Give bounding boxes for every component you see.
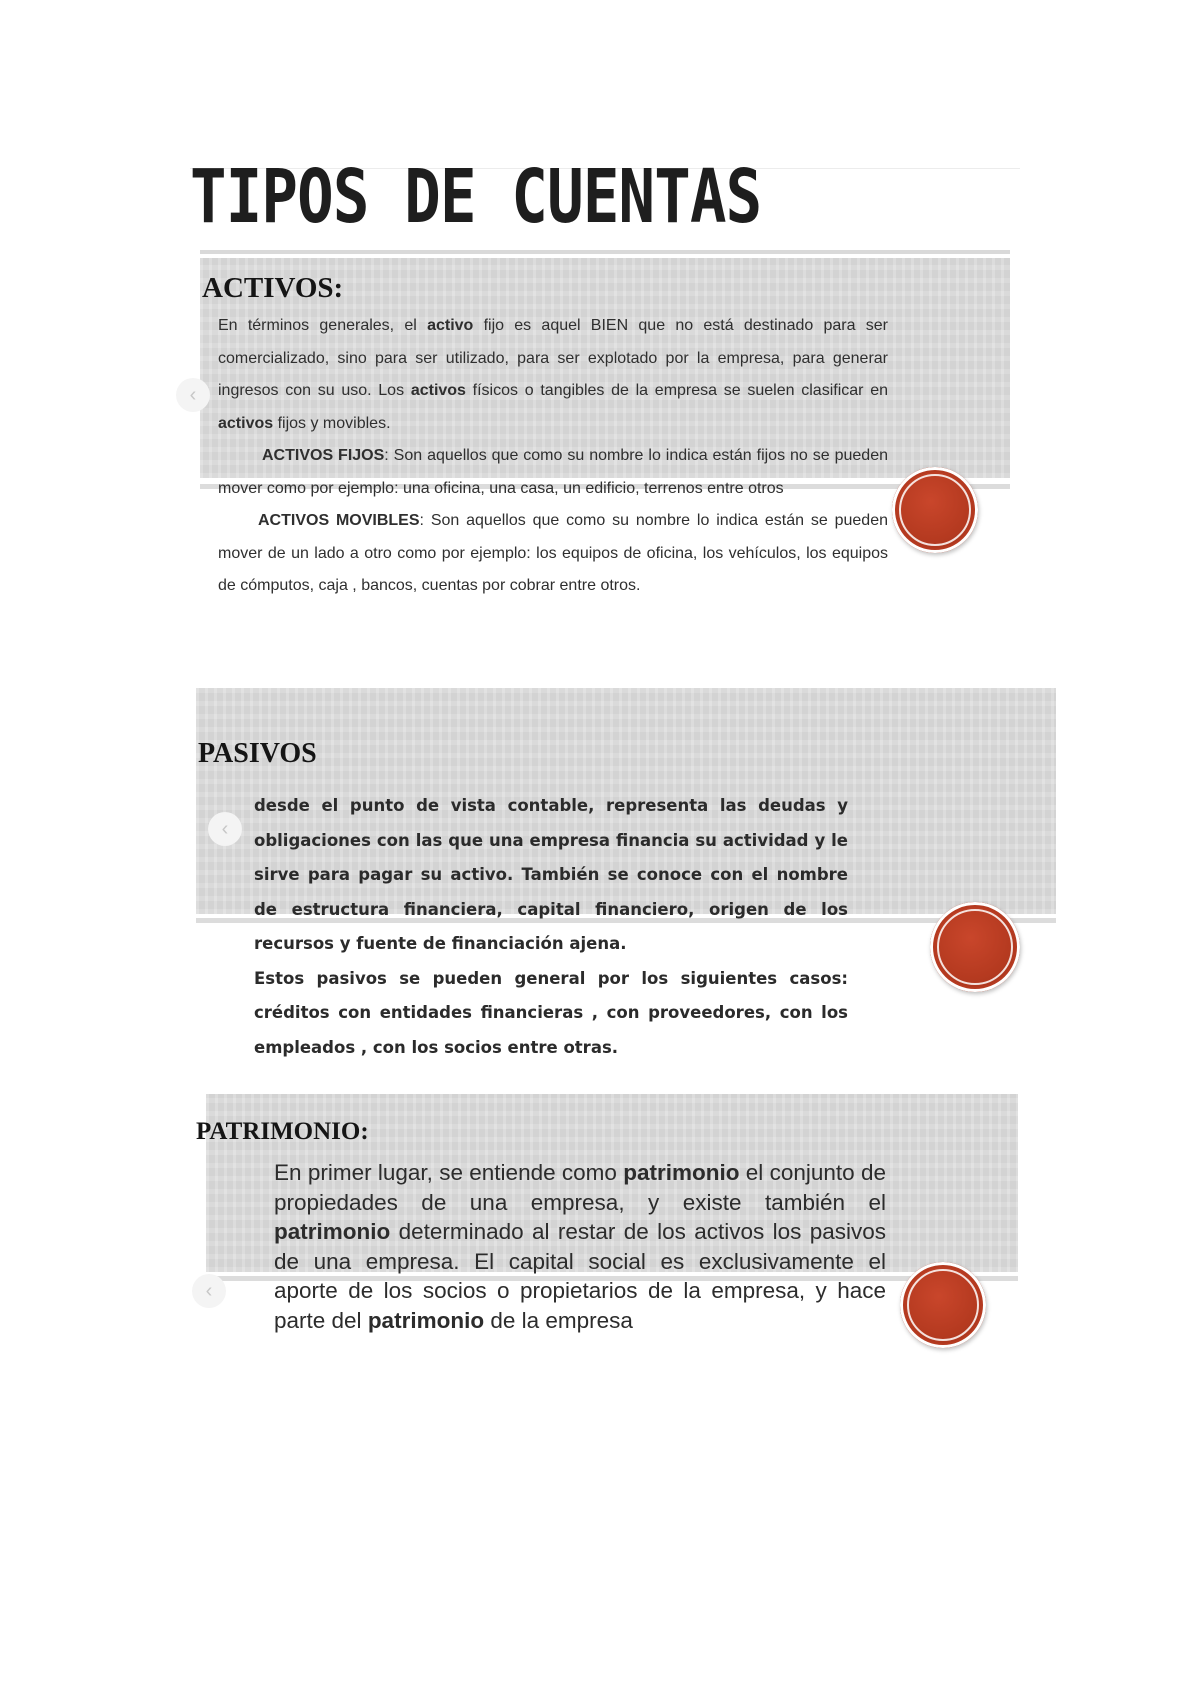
bold-term: patrimonio [367,1307,485,1333]
activos-paragraph [218,310,888,440]
bold-term: activos [218,414,274,432]
pasivos-cases-paragraph: Estos pasivos se pueden general por los siguientes casos: créditos con entidades financieras , con proveedores, con los empleados , con los socios entre otras. [254,968,848,1057]
red-circle-icon [900,1262,986,1348]
activos-fijos-text: : Son aquellos que como su nombre lo indica están fijos no se pueden mover como por ejemplo: una oficina, una casa, un edificio, terrenos entre otros [218,447,888,497]
activos-fijos-label: ACTIVOS FIJOS [262,447,385,464]
text-run: el conjunto de propiedades de una empresa, y existe también el [274,1160,886,1215]
bold-term: activos [410,382,466,399]
activos-fijos-paragraph [218,440,888,505]
red-circle-icon [930,902,1020,992]
activos-movibles-paragraph [218,505,888,603]
page-title: TIPOS DE CUENTAS [190,154,762,240]
text-run: fijos y movibles. [273,414,391,432]
red-circle-icon [892,467,978,553]
chevron-left-icon[interactable]: ‹ [208,812,242,846]
text-run: En términos generales, el [218,317,428,334]
activos-heading: ACTIVOS: [202,272,344,304]
chevron-left-icon[interactable]: ‹ [192,1274,226,1308]
activos-movibles-label: ACTIVOS MOVIBLES [258,512,420,529]
activos-panel-top-line [200,250,1010,254]
activos-body [218,310,888,603]
activos-movibles-text: : Son aquellos que como su nombre lo indica están se pueden mover de un lado a otro como por ejemplo: los equipos de oficina, los vehículos, los equipos de cómputos, caja , bancos, cuentas por cobrar entre otros. [218,512,888,594]
text-run: de la empresa [484,1307,633,1333]
chevron-left-icon[interactable]: ‹ [176,378,210,412]
text-run: determinado al restar de los activos los pasivos de una empresa. El capital social es exclusivamente el aporte de los socios o propietarios de la empresa, y hace parte del [274,1219,886,1333]
bold-term: patrimonio [623,1160,740,1185]
pasivos-heading: PASIVOS [198,738,317,769]
text-run: físicos o tangibles de la empresa se suelen clasificar en [465,382,889,399]
text-run: fijo es aquel BIEN que no está destinado para ser comercializado, sino para ser utilizado, para ser explotado por la empresa, para generar ingresos con su uso. Los [218,317,889,399]
patrimonio-body [274,1158,886,1335]
bold-term: patrimonio [274,1219,391,1244]
bold-term: activo [427,317,474,334]
pasivos-paragraph: desde el punto de vista contable, representa las deudas y obligaciones con las que una empresa financia su actividad y le sirve para pagar su activo. También se conoce con el nombre de estructura financiera, capital financiero, origen de los recursos y fuente de financiación ajena. [254,796,848,953]
patrimonio-heading: PATRIMONIO: [196,1118,369,1145]
text-run: En primer lugar, se entiende como [274,1160,624,1185]
pasivos-body [254,789,848,1065]
